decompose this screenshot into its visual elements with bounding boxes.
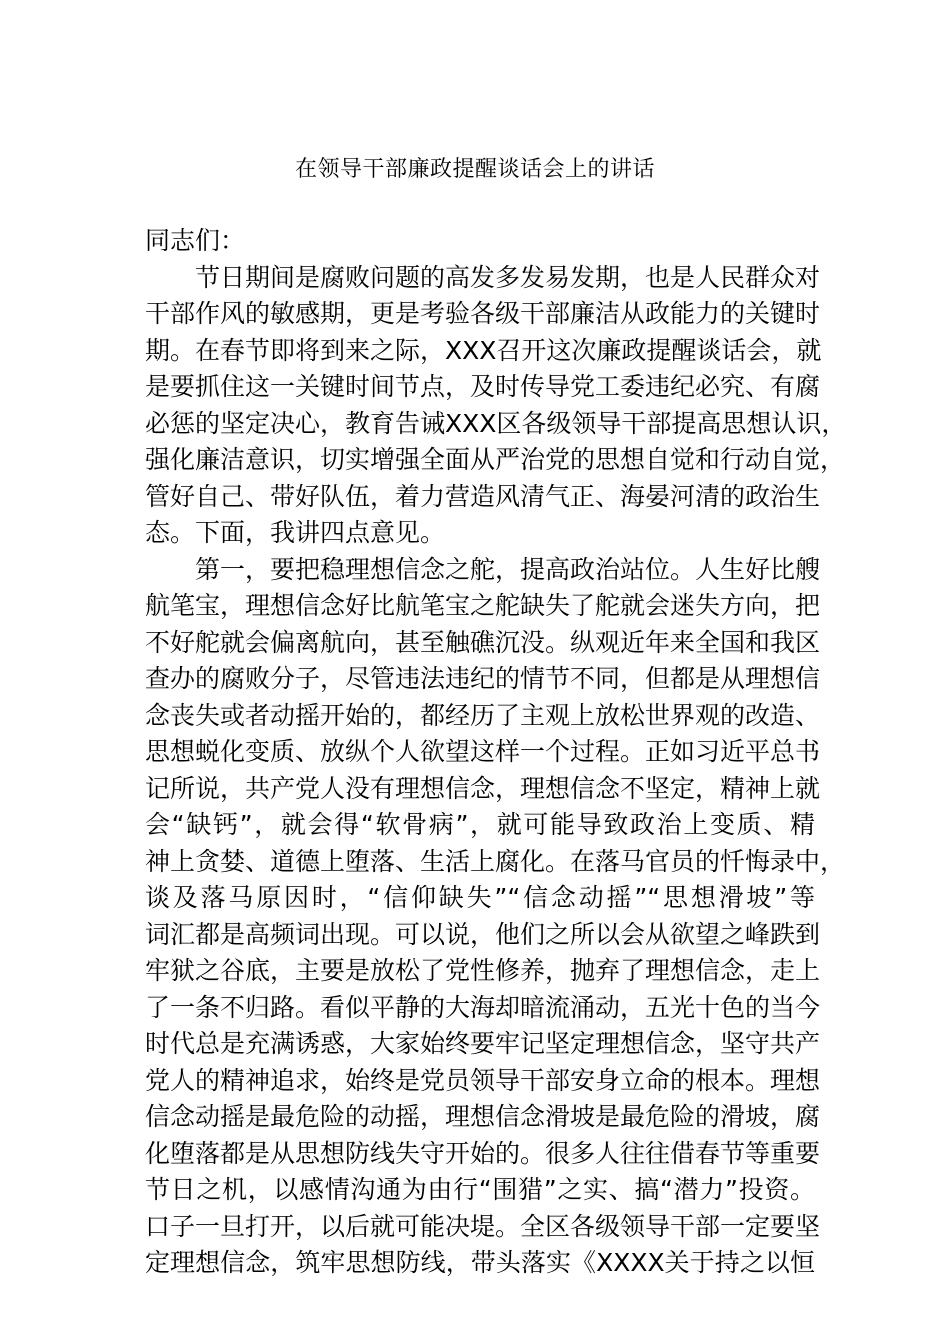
paragraph-2-line-10: 谈及落马原因时，“信仰缺失”“信念动摇”“思想滑坡”等 (145, 883, 815, 912)
paragraph-1-line-1: 节日期间是腐败问题的高发多发易发期，也是人民群众对 (195, 262, 821, 292)
paragraph-2-line-15: 党人的精神追求，始终是党员领导干部安身立命的根本。理想 (145, 1065, 821, 1095)
paragraph-1-line-7: 管好自己、带好队伍，着力营造风清气正、海晏河清的政治生 (145, 481, 821, 511)
paragraph-2-line-16: 信念动摇是最危险的动摇，理想信念滑坡是最危险的滑坡，腐 (145, 1102, 821, 1131)
paragraph-1-line-4: 是要抓住这一关键时间节点，及时传导党工委违纪必究、有腐 (145, 372, 821, 401)
paragraph-2-line-9: 神上贪婪、道德上堕落、生活上腐化。在落马官员的忏悔录中， (145, 846, 846, 876)
paragraph-1-line-8: 态。下面，我讲四点意见。 (145, 518, 446, 547)
paragraph-2-line-3: 不好舵就会偏离航向，甚至触礁沉没。纵观近年来全国和我区 (145, 627, 821, 657)
paragraph-1-line-6: 强化廉洁意识，切实增强全面从严治党的思想自觉和行动自觉， (145, 445, 846, 474)
document-title: 在领导干部廉政提醒谈话会上的讲话 (294, 157, 655, 182)
paragraph-2-line-4: 查办的腐败分子，尽管违法违纪的情节不同，但都是从理想信 (145, 664, 821, 693)
paragraph-2-line-5: 念丧失或者动摇开始的，都经历了主观上放松世界观的改造、 (145, 700, 821, 730)
salutation: 同志们： (145, 226, 246, 255)
paragraph-2-line-1: 第一，要把稳理想信念之舵，提高政治站位。人生好比艘 (195, 554, 821, 584)
paragraph-2-line-13: 了一条不归路。看似平静的大海却暗流涌动，五光十色的当今 (145, 992, 821, 1022)
paragraph-2-line-19: 口子一旦打开，以后就可能决堤。全区各级领导干部一定要坚 (145, 1211, 821, 1241)
paragraph-2-line-7: 记所说，共产党人没有理想信念，理想信念不坚定，精神上就 (145, 773, 821, 803)
paragraph-2-line-11: 词汇都是高频词出现。可以说，他们之所以会从欲望之峰跌到 (145, 919, 821, 949)
paragraph-2-line-17: 化堕落都是从思想防线失守开始的。很多人往往借春节等重要 (145, 1138, 821, 1168)
paragraph-1-line-2: 干部作风的敏感期，更是考验各级干部廉洁从政能力的关键时 (145, 299, 821, 328)
document-body (145, 223, 847, 1282)
paragraph-2-line-2: 航笔宝，理想信念好比航笔宝之舵缺失了舵就会迷失方向，把 (145, 591, 821, 620)
paragraph-2-line-20: 定理想信念，筑牢思想防线，带头落实《XXXX关于持之以恒 (145, 1248, 815, 1277)
paragraph-2-line-6: 思想蜕化变质、放纵个人欲望这样一个过程。正如习近平总书 (145, 737, 821, 766)
paragraph-1-line-5: 必惩的坚定决心，教育告诫XXX区各级领导干部提高思想认识， (145, 408, 847, 438)
paragraph-2-line-8: 会“缺钙”，就会得“软骨病”，就可能导致政治上变质、精 (145, 810, 815, 839)
paragraph-2-line-14: 时代总是充满诱惑，大家始终要牢记坚定理想信念，坚守共产 (145, 1029, 821, 1058)
paragraph-2-line-18: 节日之机，以感情沟通为由行“围猎”之实、搞“潜力”投资。 (145, 1175, 815, 1204)
paragraph-1-line-3: 期。在春节即将到来之际，XXX召开这次廉政提醒谈话会，就 (145, 335, 822, 365)
paragraph-2-line-12: 牢狱之谷底，主要是放松了党性修养，抛弃了理想信念，走上 (145, 956, 821, 985)
